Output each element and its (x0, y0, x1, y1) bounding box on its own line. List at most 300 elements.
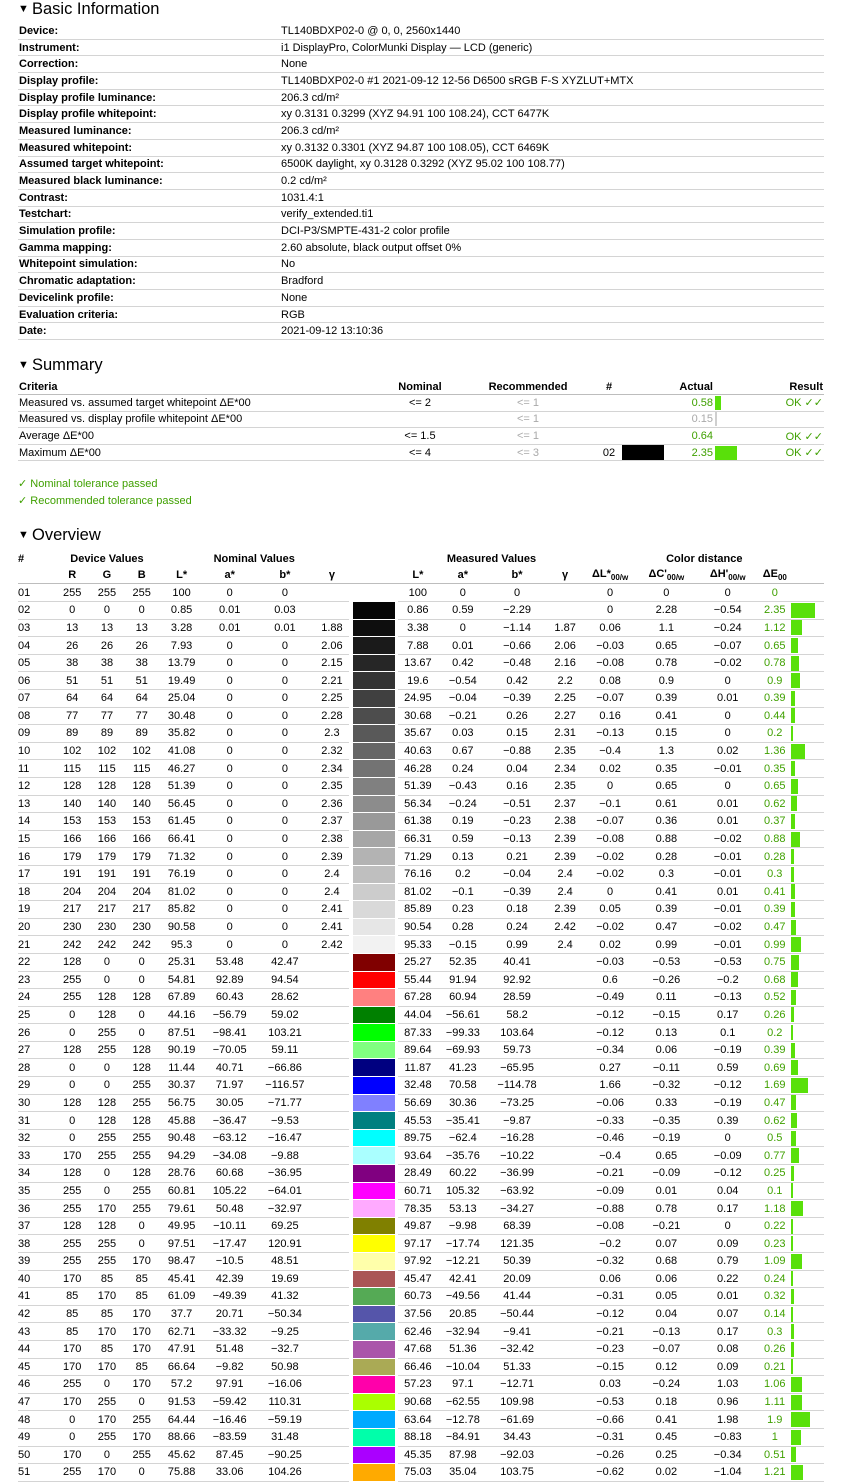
delta-e: 0.65 (758, 637, 791, 655)
device-g: 64 (90, 690, 125, 708)
nominal-a: −70.05 (204, 1041, 255, 1059)
swatch-cell (349, 1376, 398, 1394)
nominal-l: 35.82 (159, 725, 204, 743)
nominal-a: −63.12 (204, 1129, 255, 1147)
delta-e-bar (791, 1025, 793, 1040)
delta-e-bar-cell (791, 654, 824, 672)
nominal-l: 11.44 (159, 1059, 204, 1077)
swatch-cell (349, 690, 398, 708)
device-r: 0 (55, 1059, 90, 1077)
measured-l: 30.68 (398, 707, 437, 725)
patch-num: 11 (18, 760, 55, 778)
swatch-cell (349, 672, 398, 690)
device-b: 115 (124, 760, 159, 778)
device-b: 128 (124, 1112, 159, 1130)
device-r: 0 (55, 1411, 90, 1429)
measured-b: −10.22 (488, 1147, 545, 1165)
nominal-l: 30.48 (159, 707, 204, 725)
delta-e-bar (791, 1289, 794, 1304)
swatch-cell (349, 883, 398, 901)
delta-e-bar-cell (791, 1182, 824, 1200)
device-r: 85 (55, 1323, 90, 1341)
delta-c: 0.65 (636, 1147, 697, 1165)
info-value: RGB (280, 306, 824, 323)
device-g: 0 (90, 1165, 125, 1183)
nominal-l: 100 (159, 584, 204, 602)
delta-e-bar (791, 1254, 802, 1269)
nominal-a: −33.32 (204, 1323, 255, 1341)
delta-l: 0.05 (585, 901, 636, 919)
device-r: 179 (55, 848, 90, 866)
overview-row (18, 918, 824, 936)
device-r: 140 (55, 795, 90, 813)
summary-heading[interactable] (18, 356, 824, 375)
patch-num: 28 (18, 1059, 55, 1077)
delta-e-bar-cell (791, 1235, 824, 1253)
nominal-l: 79.61 (159, 1200, 204, 1218)
measured-l: 89.75 (398, 1129, 437, 1147)
device-b: 38 (124, 654, 159, 672)
patch-num: 16 (18, 848, 55, 866)
device-r: 255 (55, 584, 90, 602)
nominal-a: 0 (204, 707, 255, 725)
delta-e-bar (791, 1166, 794, 1181)
measured-b: −0.39 (488, 883, 545, 901)
nominal-b: 0 (255, 777, 314, 795)
overview-row (18, 1147, 824, 1165)
summary-num: 02 (600, 444, 618, 461)
nominal-b: 120.91 (255, 1235, 314, 1253)
measured-l: 51.39 (398, 777, 437, 795)
swatch-cell (349, 707, 398, 725)
delta-e-bar (791, 1183, 793, 1198)
delta-e: 0.44 (758, 707, 791, 725)
delta-h: 0.01 (697, 1288, 758, 1306)
overview-group-distance: Color distance (666, 553, 743, 566)
delta-h: −0.54 (697, 602, 758, 620)
device-r: 0 (55, 1129, 90, 1147)
patch-num: 07 (18, 690, 55, 708)
measured-b: 0.15 (488, 725, 545, 743)
measured-gamma: 2.37 (546, 795, 585, 813)
info-row (18, 323, 824, 340)
device-g: 85 (90, 1305, 125, 1323)
delta-e-bar-cell (791, 989, 824, 1007)
delta-c: 0.06 (636, 1041, 697, 1059)
info-row (18, 273, 824, 290)
summary-result: OK ✓✓ (756, 444, 824, 461)
delta-e-bar (791, 1113, 797, 1128)
color-swatch (353, 1235, 395, 1252)
delta-c: 0.05 (636, 1288, 697, 1306)
delta-l: −0.12 (585, 1305, 636, 1323)
overview-row (18, 619, 824, 637)
patch-num: 05 (18, 654, 55, 672)
device-b: 77 (124, 707, 159, 725)
info-row (18, 106, 824, 123)
nominal-a: 20.71 (204, 1305, 255, 1323)
measured-l: 61.38 (398, 813, 437, 831)
device-b: 140 (124, 795, 159, 813)
delta-e-bar (791, 1447, 796, 1462)
color-swatch (353, 725, 395, 742)
nominal-gamma: 2.15 (315, 654, 350, 672)
device-b: 0 (124, 1217, 159, 1235)
delta-e-bar-cell (791, 1077, 824, 1095)
measured-gamma (546, 1147, 585, 1165)
device-g: 255 (90, 584, 125, 602)
device-b: 0 (124, 1235, 159, 1253)
overview-heading[interactable] (18, 526, 824, 545)
device-g: 170 (90, 1323, 125, 1341)
delta-e: 1.36 (758, 742, 791, 760)
summary-swatch-cell (618, 444, 668, 461)
device-r: 217 (55, 901, 90, 919)
nominal-gamma: 2.28 (315, 707, 350, 725)
delta-h: 0 (697, 725, 758, 743)
delta-e-bar-cell (791, 936, 824, 954)
delta-c: 0.28 (636, 848, 697, 866)
tolerance-passed-notes (18, 476, 824, 509)
patch-num: 36 (18, 1200, 55, 1218)
measured-gamma (546, 1059, 585, 1077)
delta-c-sub: 00/w (666, 573, 685, 583)
nominal-b: 28.62 (255, 989, 314, 1007)
color-swatch (353, 848, 395, 865)
swatch-cell (349, 584, 398, 602)
nominal-gamma: 2.3 (315, 725, 350, 743)
info-label: Measured luminance: (18, 123, 280, 140)
color-swatch (353, 1447, 395, 1464)
nominal-l: 94.29 (159, 1147, 204, 1165)
info-label: Assumed target whitepoint: (18, 156, 280, 173)
color-swatch (353, 655, 395, 672)
delta-h: −0.01 (697, 901, 758, 919)
delta-e: 0.99 (758, 936, 791, 954)
measured-a: −99.33 (437, 1024, 488, 1042)
nominal-b: 0 (255, 848, 314, 866)
delta-e-bar-cell (791, 971, 824, 989)
device-g: 170 (90, 1200, 125, 1218)
patch-num: 30 (18, 1094, 55, 1112)
delta-e-bar-cell (791, 742, 824, 760)
info-value: xy 0.3132 0.3301 (XYZ 94.87 100 108.05), CCT 6469K (280, 139, 824, 156)
nominal-b: 69.25 (255, 1217, 314, 1235)
device-r: 204 (55, 883, 90, 901)
device-g: 0 (90, 1376, 125, 1394)
summary-num (600, 411, 618, 428)
swatch-cell (349, 725, 398, 743)
collapse-triangle-icon[interactable]: ▼ (18, 529, 29, 542)
color-swatch (353, 831, 395, 848)
patch-num: 22 (18, 953, 55, 971)
delta-c: 0.41 (636, 883, 697, 901)
swatch-cell (349, 742, 398, 760)
nominal-l: 56.45 (159, 795, 204, 813)
delta-e: 0.52 (758, 989, 791, 1007)
overview-row (18, 1200, 824, 1218)
color-swatch (353, 584, 395, 601)
delta-c: 0.99 (636, 936, 697, 954)
patch-num: 37 (18, 1217, 55, 1235)
delta-e-bar-cell (791, 1393, 824, 1411)
nominal-a: 0 (204, 760, 255, 778)
device-r: 255 (55, 1253, 90, 1271)
nominal-a: 92.89 (204, 971, 255, 989)
device-b: 128 (124, 1165, 159, 1183)
measured-gamma (546, 1235, 585, 1253)
nominal-l: 28.76 (159, 1165, 204, 1183)
delta-l: 0 (585, 883, 636, 901)
delta-e-bar (791, 673, 800, 688)
device-b: 255 (124, 1200, 159, 1218)
color-swatch (353, 1147, 395, 1164)
delta-l: 0.03 (585, 1376, 636, 1394)
overview-col-blank (18, 567, 55, 584)
delta-c: 0.65 (636, 777, 697, 795)
delta-e-bar-cell (791, 883, 824, 901)
swatch-cell (349, 1411, 398, 1429)
patch-num: 45 (18, 1358, 55, 1376)
summary-num (600, 395, 618, 412)
measured-a: 0.2 (437, 865, 488, 883)
patch-num: 17 (18, 865, 55, 883)
measured-l: 35.67 (398, 725, 437, 743)
nominal-a: 53.48 (204, 953, 255, 971)
delta-e-bar (791, 1236, 793, 1251)
device-g: 128 (90, 1006, 125, 1024)
overview-row (18, 1305, 824, 1323)
measured-a: −0.04 (437, 690, 488, 708)
delta-l-label: ΔL* (591, 568, 611, 581)
overview-row (18, 971, 824, 989)
delta-l: −0.07 (585, 690, 636, 708)
delta-l: −0.62 (585, 1464, 636, 1482)
overview-row (18, 1094, 824, 1112)
delta-l: 0 (585, 777, 636, 795)
delta-l: −0.4 (585, 742, 636, 760)
delta-e-bar (791, 779, 798, 794)
device-r: 170 (55, 1446, 90, 1464)
measured-a: 0.67 (437, 742, 488, 760)
nominal-gamma (315, 1094, 350, 1112)
info-row (18, 56, 824, 73)
overview-col-swatch (349, 567, 398, 584)
measured-b: 40.41 (488, 953, 545, 971)
device-r: 191 (55, 865, 90, 883)
summary-col-num: # (600, 379, 618, 395)
measured-b: −9.41 (488, 1323, 545, 1341)
nominal-a: 0 (204, 936, 255, 954)
swatch-cell (349, 1217, 398, 1235)
measured-b: 0.26 (488, 707, 545, 725)
device-b: 170 (124, 1305, 159, 1323)
info-row (18, 156, 824, 173)
measured-b: −36.99 (488, 1165, 545, 1183)
nominal-a: −9.82 (204, 1358, 255, 1376)
measured-a: 51.36 (437, 1340, 488, 1358)
basic-info-heading[interactable] (18, 0, 824, 20)
delta-h: 0.01 (697, 795, 758, 813)
measured-l: 45.47 (398, 1270, 437, 1288)
delta-h: 0 (697, 1217, 758, 1235)
device-r: 128 (55, 777, 90, 795)
measured-a: 91.94 (437, 971, 488, 989)
summary-bar-cell (714, 395, 756, 412)
nominal-a: 0 (204, 637, 255, 655)
nominal-l: 44.16 (159, 1006, 204, 1024)
nominal-a: −98.41 (204, 1024, 255, 1042)
swatch-cell (349, 901, 398, 919)
delta-e-bar-cell (791, 619, 824, 637)
nominal-gamma (315, 1147, 350, 1165)
delta-e-bar (791, 656, 799, 671)
nominal-l: 47.91 (159, 1340, 204, 1358)
info-value: Bradford (280, 273, 824, 290)
nominal-l: 60.81 (159, 1182, 204, 1200)
measured-gamma: 2.39 (546, 901, 585, 919)
device-r: 255 (55, 1376, 90, 1394)
delta-h: −0.12 (697, 1077, 758, 1095)
overview-row (18, 1428, 824, 1446)
device-g: 128 (90, 1094, 125, 1112)
delta-h: −0.2 (697, 971, 758, 989)
delta-h: −0.12 (697, 1165, 758, 1183)
delta-l: −0.34 (585, 1041, 636, 1059)
measured-b: −2.29 (488, 602, 545, 620)
info-row (18, 23, 824, 39)
nominal-gamma (315, 1217, 350, 1235)
delta-l: 0.06 (585, 1270, 636, 1288)
measured-l: 19.6 (398, 672, 437, 690)
nominal-b: 0 (255, 883, 314, 901)
nominal-gamma (315, 1446, 350, 1464)
nominal-a: 0 (204, 918, 255, 936)
overview-row (18, 813, 824, 831)
patch-num: 01 (18, 584, 55, 602)
patch-num: 49 (18, 1428, 55, 1446)
measured-b: −12.71 (488, 1376, 545, 1394)
collapse-triangle-icon[interactable]: ▼ (18, 3, 29, 15)
device-g: 0 (90, 1059, 125, 1077)
patch-num: 15 (18, 830, 55, 848)
nominal-gamma: 2.25 (315, 690, 350, 708)
summary-swatch-cell (618, 428, 668, 445)
nominal-b: 0 (255, 830, 314, 848)
measured-gamma: 2.2 (546, 672, 585, 690)
delta-c: 0.02 (636, 1464, 697, 1482)
measured-l: 78.35 (398, 1200, 437, 1218)
overview-col-measured-b: b* (488, 567, 545, 584)
color-swatch (353, 1411, 395, 1428)
delta-e: 0.28 (758, 848, 791, 866)
measured-l: 28.49 (398, 1165, 437, 1183)
measured-a: 42.41 (437, 1270, 488, 1288)
delta-h: 0 (697, 672, 758, 690)
nominal-l: 56.75 (159, 1094, 204, 1112)
delta-e: 1.69 (758, 1077, 791, 1095)
measured-a: −35.76 (437, 1147, 488, 1165)
delta-e-bar (791, 1395, 802, 1410)
measured-l: 56.69 (398, 1094, 437, 1112)
delta-c: 0.25 (636, 1446, 697, 1464)
patch-num: 41 (18, 1288, 55, 1306)
swatch-cell (349, 1200, 398, 1218)
measured-gamma (546, 1428, 585, 1446)
measured-l: 87.33 (398, 1024, 437, 1042)
overview-row (18, 848, 824, 866)
overview-row (18, 883, 824, 901)
measured-b: −0.66 (488, 637, 545, 655)
delta-h-sub: 00/w (728, 573, 746, 583)
nominal-gamma: 2.39 (315, 848, 350, 866)
measured-a: 20.85 (437, 1305, 488, 1323)
overview-row (18, 1270, 824, 1288)
patch-num: 19 (18, 901, 55, 919)
nominal-l: 91.53 (159, 1393, 204, 1411)
nominal-l: 30.37 (159, 1077, 204, 1095)
info-value: verify_extended.ti1 (280, 206, 824, 223)
delta-l: −0.12 (585, 1024, 636, 1042)
overview-col-nominal-a: a* (204, 567, 255, 584)
delta-l: −0.1 (585, 795, 636, 813)
delta-h: −0.07 (697, 637, 758, 655)
measured-a: 52.35 (437, 953, 488, 971)
nominal-gamma (315, 1112, 350, 1130)
nominal-a: −16.46 (204, 1411, 255, 1429)
delta-h: −0.09 (697, 1147, 758, 1165)
delta-e-bar-cell (791, 707, 824, 725)
nominal-b: 0 (255, 654, 314, 672)
patch-num: 02 (18, 602, 55, 620)
color-swatch (353, 637, 395, 654)
delta-e: 1.12 (758, 619, 791, 637)
device-g: 255 (90, 1253, 125, 1271)
measured-a: 0.28 (437, 918, 488, 936)
color-swatch (353, 1218, 395, 1235)
delta-e-bar-cell (791, 725, 824, 743)
nominal-b: −36.95 (255, 1165, 314, 1183)
delta-h: 0.1 (697, 1024, 758, 1042)
color-swatch (353, 866, 395, 883)
delta-h: 0 (697, 777, 758, 795)
nominal-a: −83.59 (204, 1428, 255, 1446)
device-g: 255 (90, 1147, 125, 1165)
swatch-cell (349, 1147, 398, 1165)
nominal-a: 105.22 (204, 1182, 255, 1200)
overview-title: Overview (32, 526, 101, 545)
device-b: 255 (124, 1094, 159, 1112)
summary-bar (715, 446, 737, 460)
swatch-cell (349, 654, 398, 672)
delta-e-bar (791, 1043, 795, 1058)
patch-num: 18 (18, 883, 55, 901)
nominal-a: −10.11 (204, 1217, 255, 1235)
nominal-a: 0 (204, 813, 255, 831)
nominal-a: 87.45 (204, 1446, 255, 1464)
measured-gamma (546, 1165, 585, 1183)
delta-l: −0.26 (585, 1446, 636, 1464)
device-b: 204 (124, 883, 159, 901)
summary-result: OK ✓✓ (756, 395, 824, 412)
device-b: 166 (124, 830, 159, 848)
delta-e-bar (791, 920, 796, 935)
delta-c: 1.1 (636, 619, 697, 637)
collapse-triangle-icon[interactable]: ▼ (18, 359, 29, 372)
nominal-l: 3.28 (159, 619, 204, 637)
basic-info-title: Basic Information (32, 0, 160, 18)
delta-e-bar-cell (791, 1165, 824, 1183)
